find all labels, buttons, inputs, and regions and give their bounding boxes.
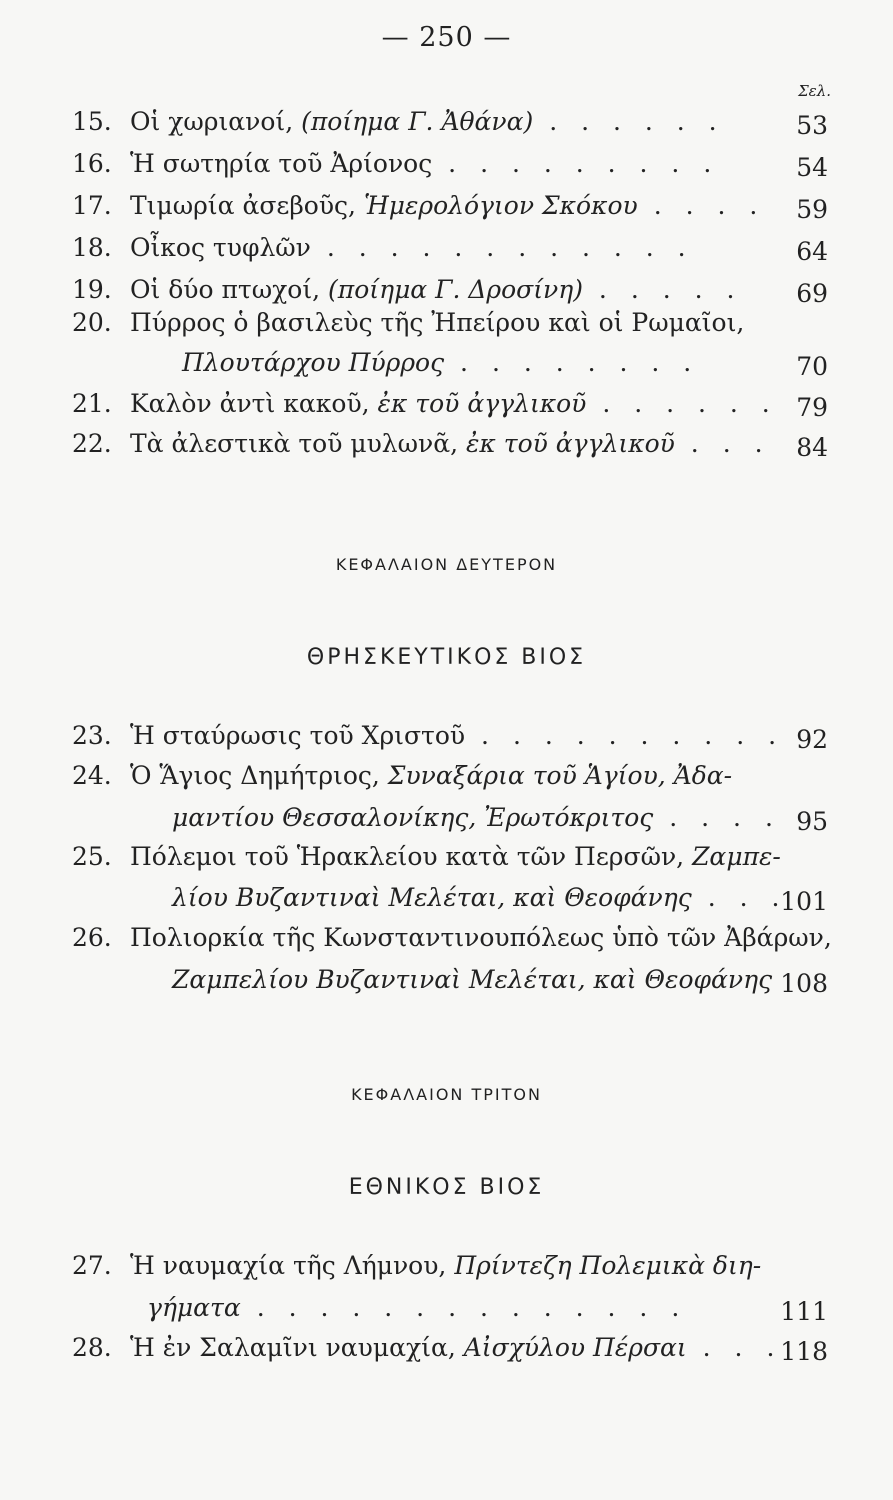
entry-source: Αἰσχύλου Πέρσαι (463, 1333, 687, 1362)
toc-entry-continuation (72, 798, 828, 838)
entry-page: 59 (796, 195, 828, 224)
entry-title: Πολιορκία τῆς Κωνσταντινουπόλεως ὑπὸ τῶν Ἀβάρων, (130, 923, 832, 952)
toc-entry (72, 102, 828, 142)
toc-entry (72, 144, 828, 184)
page-number: — 250 — (381, 22, 512, 53)
entry-page: 84 (796, 433, 828, 462)
entry-number: 22. (72, 429, 112, 458)
entry-number: 17. (72, 191, 112, 220)
entry-source: λίου Βυζαντιναὶ Μελέται, καὶ Θεοφάνης (172, 883, 692, 912)
entry-number: 25. (72, 842, 112, 871)
entry-page: 70 (796, 352, 828, 381)
leader-dots: . . . (674, 429, 771, 458)
column-header: Σελ. (798, 82, 831, 100)
entry-page: 118 (780, 1337, 828, 1366)
entry-number: 27. (72, 1251, 112, 1280)
entry-source: ἐκ τοῦ ἀγγλικοῦ (377, 389, 587, 418)
entry-page: 111 (780, 1297, 828, 1326)
entry-title: Καλὸν ἀντὶ κακοῦ, (130, 389, 378, 418)
entry-title: Ἡ ἐν Σαλαμῖνι ναυμαχία, (130, 1333, 464, 1362)
entry-page: 101 (780, 887, 828, 916)
entry-page: 79 (796, 393, 828, 422)
entry-page: 64 (796, 237, 828, 266)
entry-number: 15. (72, 107, 112, 136)
entry-title: Ἡ σωτηρία τοῦ Ἀρίονος (130, 149, 433, 178)
entry-page: 92 (796, 725, 828, 754)
leader-dots: . . . . . . . . . . . . . . (240, 1293, 688, 1322)
entry-number: 24. (72, 761, 112, 790)
toc-entry (72, 186, 828, 226)
entry-source: Ἡμερολόγιον Σκόκου (363, 191, 638, 220)
entry-title: Οἱ χωριανοί, (130, 107, 302, 136)
entry-page: 69 (796, 279, 828, 308)
entry-source: Ζαμπε- (692, 842, 781, 871)
entry-number: 26. (72, 923, 112, 952)
entry-source: Πλουτάρχου Πύρρος (182, 348, 445, 377)
toc-entry (72, 918, 832, 958)
entry-source: μαντίου Θεσσαλονίκης, Ἐρωτόκριτος (172, 803, 654, 832)
entry-number: 19. (72, 275, 112, 304)
entry-title: Πόλεμοι τοῦ Ἡρακλείου κατὰ τῶν Περσῶν, (130, 842, 693, 871)
leader-dots: . . . . . . (586, 389, 778, 418)
leader-dots: . . . . . . . . (444, 348, 700, 377)
entry-source: γήματα (147, 1293, 241, 1322)
leader-dots: . . . . . (582, 275, 743, 304)
toc-entry-continuation (72, 1288, 828, 1328)
entry-source: (ποίημα Γ. Δροσίνη) (328, 275, 583, 304)
toc-entry (72, 837, 828, 877)
toc-entry (72, 303, 828, 343)
toc-entry (72, 424, 828, 464)
entry-title: Τὰ ἀλεστικὰ τοῦ μυλωνᾶ, (130, 429, 467, 458)
leader-dots: . . . . . . (533, 107, 725, 136)
entry-page: 53 (796, 111, 828, 140)
toc-entry-continuation (72, 960, 828, 1000)
entry-title: Οἶκος τυφλῶν (130, 233, 311, 262)
section-heading: ΘΡΗΣΚΕΥΤΙΚΟΣ ΒΙΟΣ (306, 645, 587, 670)
toc-entry-continuation (72, 343, 828, 383)
chapter-heading: ΚΕΦΑΛΑΙΟΝ ΤΡΙΤΟΝ (351, 1085, 542, 1104)
entry-source: Συναξάρια τοῦ Ἁγίου, Ἀδα- (387, 761, 733, 790)
toc-entry (72, 716, 828, 756)
entry-number: 21. (72, 389, 112, 418)
entry-page: 95 (796, 807, 828, 836)
entry-number: 20. (72, 308, 112, 337)
leader-dots: . . . . . . . . . . (465, 721, 785, 750)
entry-title: Ἡ ναυμαχία τῆς Λήμνου, (130, 1251, 455, 1280)
entry-number: 23. (72, 721, 112, 750)
leader-dots: . . . . . . . . . (432, 149, 720, 178)
entry-page: 54 (796, 153, 828, 182)
entry-source: (ποίημα Γ. Ἀθάνα) (301, 107, 534, 136)
leader-dots: . . . . . . . . . . . . (310, 233, 694, 262)
toc-entry-continuation (72, 878, 828, 918)
toc-entry (72, 1246, 828, 1286)
toc-entry (72, 228, 828, 268)
entry-source: Πρίντεζη Πολεμικὰ διη- (454, 1251, 762, 1280)
section-heading: ΕΘΝΙΚΟΣ ΒΙΟΣ (348, 1175, 545, 1200)
entry-title: Τιμωρία ἀσεβοῦς, (130, 191, 364, 220)
entry-title: Ὁ Ἅγιος Δημήτριος, (130, 761, 388, 790)
entry-title: Οἱ δύο πτωχοί, (130, 275, 329, 304)
leader-dots: . . . (686, 1333, 783, 1362)
leader-dots: . . . . (653, 803, 781, 832)
entry-title: Ἡ σταύρωσις τοῦ Χριστοῦ (130, 721, 466, 750)
entry-title: Πύρρος ὁ βασιλεὺς τῆς Ἠπείρου καὶ οἱ Ρωμαῖοι, (130, 308, 745, 337)
leader-dots: . . . . (637, 191, 766, 220)
leader-dots: . . . (691, 883, 788, 912)
entry-page: 108 (780, 969, 828, 998)
entry-source: ἐκ τοῦ ἀγγλικοῦ (466, 429, 675, 458)
entry-number: 16. (72, 149, 112, 178)
chapter-heading: ΚΕΦΑΛΑΙΟΝ ΔΕΥΤΕΡΟΝ (335, 555, 558, 574)
toc-entry (72, 756, 828, 796)
toc-entry (72, 1328, 828, 1368)
entry-source: Ζαμπελίου Βυζαντιναὶ Μελέται, καὶ Θεοφάνης (172, 965, 773, 994)
entry-number: 18. (72, 233, 112, 262)
toc-entry (72, 384, 828, 424)
entry-number: 28. (72, 1333, 112, 1362)
